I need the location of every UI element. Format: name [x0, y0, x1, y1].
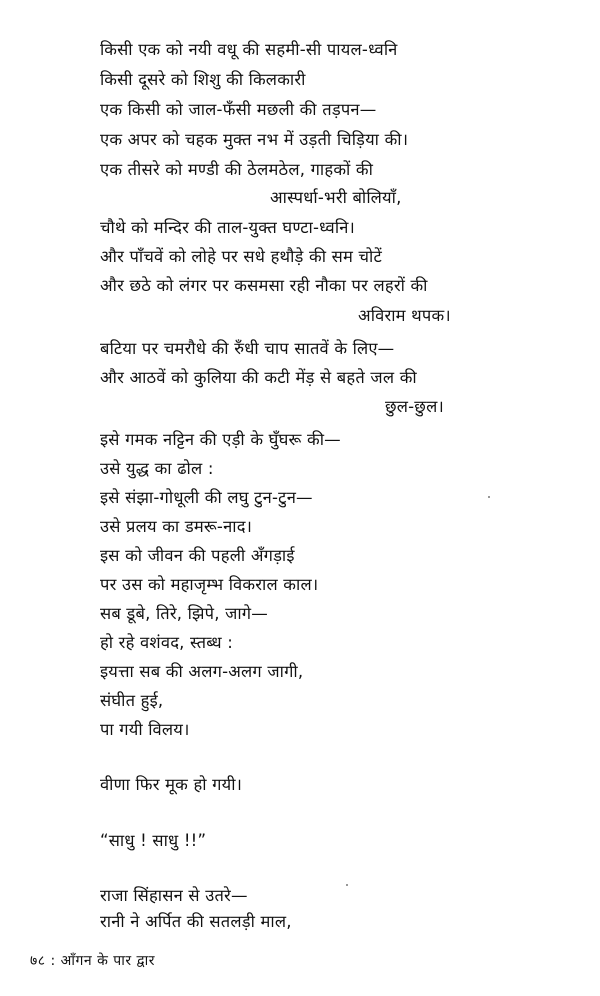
poem-line-indented: आस्पर्धा-भरी बोलियाँ, — [270, 188, 402, 207]
poem-line-indented: अविराम थपक। — [358, 306, 451, 325]
poem-line: सब डूबे, तिरे, झिपे, जागे— — [100, 604, 268, 623]
poem-line: एक किसी को जाल-फँसी मछली की तड़पन— — [100, 100, 377, 119]
poem-line: किसी दूसरे को शिशु की किलकारी — [100, 70, 306, 89]
poem-line: इसे गमक नट्टिन की एड़ी के घुँघरू की— — [100, 430, 341, 449]
poem-line: वीणा फिर मूक हो गयी। — [100, 775, 243, 794]
poem-line-indented: छुल-छुल। — [385, 397, 444, 416]
poem-line: हो रहे वशंवद, स्तब्ध : — [100, 633, 234, 652]
poem-line: और छठे को लंगर पर कसमसा रही नौका पर लहरों की — [100, 276, 428, 295]
poem-line: पर उस को महाजृम्भ विकराल काल। — [100, 575, 319, 594]
page-footer: ७८ : आँगन के पार द्वार — [30, 953, 155, 969]
poem-line: बटिया पर चमरौधे की रुँधी चाप सातवें के लिए— — [100, 339, 395, 358]
poem-line: और आठवें को कुलिया की कटी मेंड़ से बहते जल की — [100, 368, 417, 387]
poem-line: संघीत हुई, — [100, 691, 164, 710]
poem-line: “साधु ! साधु !!” — [100, 831, 207, 850]
poem-line: इसे संझा-गोधूली की लघु टुन-टुन— — [100, 488, 313, 507]
poem-line: इयत्ता सब की अलग-अलग जागी, — [100, 662, 304, 681]
poem-line: चौथे को मन्दिर की ताल-युक्त घण्टा-ध्वनि। — [100, 218, 356, 237]
poem-line: इस को जीवन की पहली अँगड़ाई — [100, 546, 295, 565]
scan-speck — [488, 496, 490, 498]
scan-speck — [346, 884, 348, 886]
poem-line: एक अपर को चहक मुक्त नभ में उड़ती चिड़िया की। — [100, 130, 409, 149]
poem-line: उसे युद्ध का ढोल : — [100, 459, 214, 478]
poem-line: रानी ने अर्पित की सतलड़ी माल, — [100, 912, 292, 931]
poem-line: एक तीसरे को मण्डी की ठेलमठेल, गाहकों की — [100, 160, 374, 179]
poem-line: पा गयी विलय। — [100, 720, 190, 739]
poem-line: राजा सिंहासन से उतरे— — [100, 886, 248, 905]
poem-line: उसे प्रलय का डमरू-नाद। — [100, 517, 253, 536]
poem-line: किसी एक को नयी वधू की सहमी-सी पायल-ध्वनि — [100, 40, 398, 59]
poem-line: और पाँचवें को लोहे पर सधे हथौड़े की सम चोटें — [100, 247, 382, 266]
